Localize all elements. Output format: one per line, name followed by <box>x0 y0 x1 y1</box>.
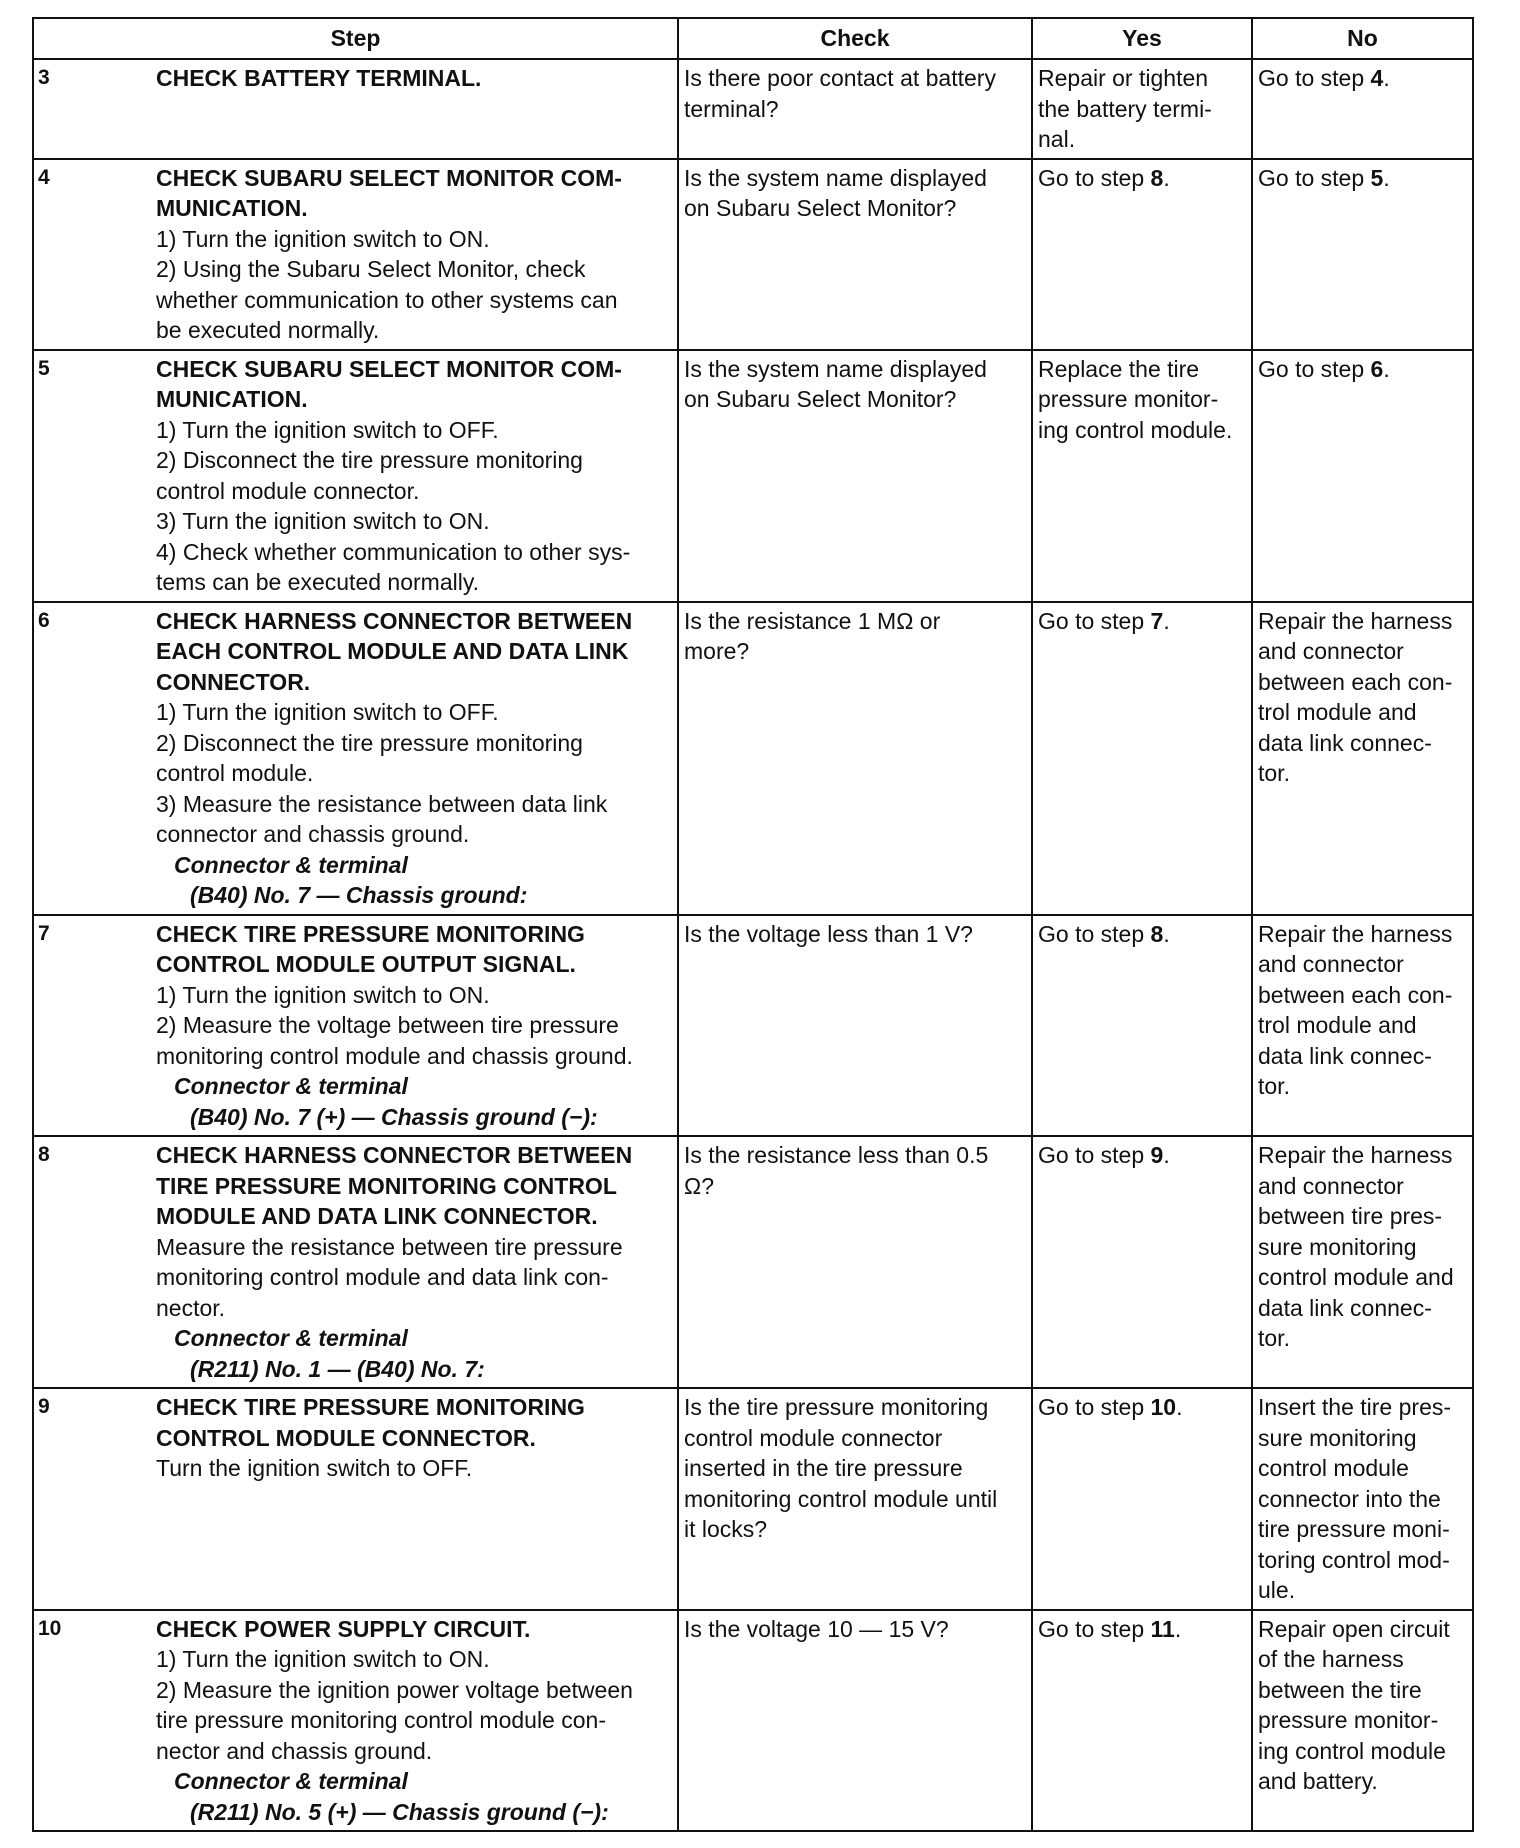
step-cell <box>33 915 678 1137</box>
yes-cell <box>1032 1610 1252 1832</box>
step-instruction-line: 1) Turn the ignition switch to OFF. <box>156 699 499 725</box>
no-cell <box>1252 1610 1473 1832</box>
no-cell <box>1252 59 1473 159</box>
step-cell <box>33 1136 678 1388</box>
yes-cell <box>1032 1136 1252 1388</box>
outcome-line: trol module and <box>1258 699 1417 725</box>
goto-prefix: Go to step <box>1038 1615 1151 1642</box>
check-cell <box>678 1610 1032 1832</box>
check-line: monitoring control module until <box>684 1485 998 1512</box>
goto-suffix: . <box>1176 1394 1183 1420</box>
step-instruction-line: 2) Measure the ignition power voltage between <box>156 1676 633 1703</box>
connector-spec-line: (R211) No. 5 (+) — Chassis ground (−): <box>190 1798 609 1825</box>
goto-prefix: Go to step <box>1038 607 1151 634</box>
no-cell <box>1252 602 1473 915</box>
table-row <box>33 1388 1473 1610</box>
header-check: Check <box>678 18 1032 59</box>
step-instruction-line: whether communication to other systems can <box>156 286 618 313</box>
outcome-line: sure monitoring <box>1258 1233 1417 1260</box>
outcome-line: tor. <box>1258 760 1290 786</box>
step-title-line: MUNICATION. <box>156 195 308 221</box>
outcome-line: tor. <box>1258 1325 1290 1351</box>
goto-prefix: Go to step <box>1038 920 1151 947</box>
outcome-line: pressure monitor- <box>1038 386 1219 412</box>
connector-spec-line: (R211) No. 1 — (B40) No. 7: <box>190 1355 485 1382</box>
goto-suffix: . <box>1383 65 1390 91</box>
step-instruction-line: Measure the resistance between tire pressure <box>156 1233 623 1260</box>
connector-spec-line: Connector & terminal <box>174 851 408 878</box>
outcome-line: Repair the harness <box>1258 920 1453 947</box>
goto-step-text <box>1038 919 1246 950</box>
outcome-line: and battery. <box>1258 1768 1378 1794</box>
outcome-line: and connector <box>1258 1172 1404 1199</box>
outcome-line: between the tire <box>1258 1676 1422 1703</box>
connector-spec-line: (B40) No. 7 (+) — Chassis ground (−): <box>190 1103 598 1130</box>
step-instruction-line: tems can be executed normally. <box>156 569 480 595</box>
check-line: Is the resistance 1 MΩ or <box>684 607 941 634</box>
goto-step-text <box>1258 354 1467 385</box>
check-line: Is the resistance less than 0.5 <box>684 1142 989 1168</box>
outcome-line: Repair the harness <box>1258 607 1453 634</box>
outcome-line: tor. <box>1258 1073 1290 1099</box>
step-number: 8 <box>38 1143 50 1166</box>
check-cell <box>678 159 1032 350</box>
step-title-line: CONTROL MODULE OUTPUT SIGNAL. <box>156 951 576 977</box>
step-instruction-line: 1) Turn the ignition switch to ON. <box>156 225 490 252</box>
outcome-line: of the harness <box>1258 1646 1404 1672</box>
header-no: No <box>1252 18 1473 59</box>
step-instruction-line: 3) Measure the resistance between data link <box>156 790 608 817</box>
yes-cell <box>1032 1388 1252 1610</box>
step-title-line: CONNECTOR. <box>156 668 311 695</box>
check-line: on Subaru Select Monitor? <box>684 386 957 412</box>
goto-step-text <box>1038 1392 1246 1423</box>
step-instruction-line: monitoring control module and chassis ground. <box>156 1042 633 1069</box>
outcome-line: trol module and <box>1258 1012 1417 1038</box>
step-cell <box>33 350 678 602</box>
check-line: more? <box>684 638 750 664</box>
goto-suffix: . <box>1174 1615 1182 1642</box>
header-step: Step <box>33 18 678 59</box>
outcome-line: sure monitoring <box>1258 1424 1417 1451</box>
step-title-line: EACH CONTROL MODULE AND DATA LINK <box>156 638 629 664</box>
outcome-line: ing control module <box>1258 1737 1446 1764</box>
outcome-line: Repair the harness <box>1258 1142 1453 1168</box>
outcome-line: Repair or tighten <box>1038 65 1209 91</box>
goto-step-number: 9 <box>1150 1142 1164 1168</box>
outcome-line: the battery termi- <box>1038 95 1212 122</box>
header-yes: Yes <box>1032 18 1252 59</box>
step-instruction-line: 1) Turn the ignition switch to ON. <box>156 1646 490 1672</box>
step-instruction-line: 2) Disconnect the tire pressure monitoring <box>156 729 583 756</box>
header-row <box>33 18 1473 59</box>
goto-suffix: . <box>1163 920 1170 947</box>
step-number: 6 <box>38 608 50 632</box>
outcome-line: ule. <box>1258 1577 1296 1603</box>
goto-step-text <box>1038 163 1246 194</box>
outcome-line: control module and <box>1258 1264 1454 1290</box>
goto-step-text <box>1038 606 1246 637</box>
outcome-line: nal. <box>1038 126 1076 152</box>
step-cell <box>33 59 678 159</box>
step-cell <box>33 159 678 350</box>
outcome-line: and connector <box>1258 638 1404 664</box>
goto-step-number: 11 <box>1150 1615 1175 1642</box>
table-row <box>33 59 1473 159</box>
goto-prefix: Go to step <box>1258 355 1371 382</box>
goto-step-number: 6 <box>1370 355 1384 382</box>
goto-step-text <box>1038 1140 1246 1171</box>
connector-spec-line: Connector & terminal <box>174 1768 408 1794</box>
diagnostic-table <box>32 17 1474 1832</box>
yes-cell <box>1032 602 1252 915</box>
table-row <box>33 1610 1473 1832</box>
step-instruction-line: control module. <box>156 760 314 786</box>
connector-spec-line: Connector & terminal <box>174 1325 408 1351</box>
step-cell <box>33 602 678 915</box>
goto-suffix: . <box>1383 355 1390 382</box>
outcome-line: and connector <box>1258 951 1404 977</box>
step-number: 7 <box>38 921 50 945</box>
step-number: 4 <box>38 165 50 189</box>
check-line: Is the system name displayed <box>684 355 987 382</box>
goto-prefix: Go to step <box>1038 1394 1151 1420</box>
step-instruction-line: be executed normally. <box>156 317 380 343</box>
goto-step-number: 8 <box>1150 164 1164 191</box>
step-title-line: CHECK TIRE PRESSURE MONITORING <box>156 1394 585 1420</box>
outcome-line: ing control module. <box>1038 416 1233 443</box>
goto-prefix: Go to step <box>1258 164 1371 191</box>
step-instruction-line: tire pressure monitoring control module con- <box>156 1707 606 1733</box>
no-cell <box>1252 159 1473 350</box>
goto-step-number: 5 <box>1370 164 1384 191</box>
table-row <box>33 159 1473 350</box>
goto-step-number: 8 <box>1150 920 1164 947</box>
goto-suffix: . <box>1163 164 1170 191</box>
check-line: control module connector <box>684 1424 943 1451</box>
goto-suffix: . <box>1163 1142 1170 1168</box>
step-instruction-line: 2) Measure the voltage between tire pressure <box>156 1012 619 1038</box>
outcome-line: between each con- <box>1258 981 1453 1008</box>
yes-cell <box>1032 159 1252 350</box>
outcome-line: data link connec- <box>1258 1042 1432 1069</box>
outcome-line: tire pressure moni- <box>1258 1516 1450 1542</box>
step-instruction-line: Turn the ignition switch to OFF. <box>156 1455 473 1481</box>
check-cell <box>678 1136 1032 1388</box>
check-line: Is the tire pressure monitoring <box>684 1394 989 1420</box>
step-instruction-line: 1) Turn the ignition switch to ON. <box>156 981 490 1008</box>
no-cell <box>1252 915 1473 1137</box>
outcome-line: between each con- <box>1258 668 1453 695</box>
goto-prefix: Go to step <box>1038 1142 1151 1168</box>
no-cell <box>1252 1388 1473 1610</box>
connector-spec-line: Connector & terminal <box>174 1073 408 1099</box>
check-line: Is there poor contact at battery <box>684 65 996 91</box>
outcome-line: data link connec- <box>1258 1294 1432 1321</box>
outcome-line: Insert the tire pres- <box>1258 1394 1452 1420</box>
outcome-line: Replace the tire <box>1038 355 1200 382</box>
step-instruction-line: control module connector. <box>156 477 420 504</box>
check-cell <box>678 915 1032 1137</box>
no-cell <box>1252 350 1473 602</box>
goto-step-number: 10 <box>1150 1394 1177 1420</box>
outcome-line: data link connec- <box>1258 729 1432 756</box>
step-title-line: CHECK SUBARU SELECT MONITOR COM- <box>156 355 622 382</box>
step-instruction-line: 3) Turn the ignition switch to ON. <box>156 508 490 534</box>
step-title-line: TIRE PRESSURE MONITORING CONTROL <box>156 1172 617 1199</box>
table-row <box>33 350 1473 602</box>
step-number: 9 <box>38 1395 50 1418</box>
check-line: Ω? <box>684 1172 714 1199</box>
step-title-line: MODULE AND DATA LINK CONNECTOR. <box>156 1203 598 1229</box>
goto-prefix: Go to step <box>1038 164 1151 191</box>
step-instruction-line: 2) Using the Subaru Select Monitor, check <box>156 256 586 282</box>
step-number: 10 <box>38 1616 62 1640</box>
check-cell <box>678 602 1032 915</box>
step-cell <box>33 1610 678 1832</box>
outcome-line: toring control mod- <box>1258 1546 1450 1573</box>
step-title-line: CONTROL MODULE CONNECTOR. <box>156 1424 536 1451</box>
table-row <box>33 602 1473 915</box>
step-title-line: CHECK HARNESS CONNECTOR BETWEEN <box>156 607 633 634</box>
step-title-line: CHECK HARNESS CONNECTOR BETWEEN <box>156 1142 633 1168</box>
outcome-line: pressure monitor- <box>1258 1707 1439 1733</box>
yes-cell <box>1032 350 1252 602</box>
step-instruction-line: 1) Turn the ignition switch to OFF. <box>156 416 499 443</box>
goto-step-number: 7 <box>1150 607 1164 634</box>
table-row <box>33 1136 1473 1388</box>
goto-step-text <box>1258 163 1467 194</box>
check-line: inserted in the tire pressure <box>684 1455 963 1481</box>
table-row <box>33 915 1473 1137</box>
goto-prefix: Go to step <box>1258 65 1371 91</box>
check-line: on Subaru Select Monitor? <box>684 195 957 221</box>
goto-step-text <box>1258 63 1467 94</box>
goto-step-text <box>1038 1614 1246 1645</box>
check-cell <box>678 1388 1032 1610</box>
step-title-line: CHECK BATTERY TERMINAL. <box>156 65 482 91</box>
check-line: Is the voltage 10 — 15 V? <box>684 1615 949 1642</box>
step-title-line: CHECK TIRE PRESSURE MONITORING <box>156 920 585 947</box>
step-instruction-line: 2) Disconnect the tire pressure monitoring <box>156 447 583 473</box>
check-line: it locks? <box>684 1516 768 1542</box>
step-title-line: CHECK POWER SUPPLY CIRCUIT. <box>156 1615 531 1642</box>
connector-spec-line: (B40) No. 7 — Chassis ground: <box>190 882 528 908</box>
no-cell <box>1252 1136 1473 1388</box>
outcome-line: Repair open circuit <box>1258 1615 1450 1642</box>
goto-suffix: . <box>1163 607 1170 634</box>
step-title-line: MUNICATION. <box>156 386 308 412</box>
outcome-line: connector into the <box>1258 1485 1441 1512</box>
outcome-line: control module <box>1258 1455 1409 1481</box>
check-cell <box>678 350 1032 602</box>
step-instruction-line: monitoring control module and data link con- <box>156 1264 609 1290</box>
yes-cell <box>1032 915 1252 1137</box>
outcome-line: between tire pres- <box>1258 1203 1443 1229</box>
check-line: Is the voltage less than 1 V? <box>684 920 973 947</box>
step-title-line: CHECK SUBARU SELECT MONITOR COM- <box>156 164 622 191</box>
step-instruction-line: connector and chassis ground. <box>156 821 470 847</box>
check-line: Is the system name displayed <box>684 164 987 191</box>
step-number: 3 <box>38 66 50 89</box>
goto-step-number: 4 <box>1370 65 1384 91</box>
step-instruction-line: nector. <box>156 1294 226 1321</box>
step-cell <box>33 1388 678 1610</box>
check-cell <box>678 59 1032 159</box>
goto-suffix: . <box>1383 164 1390 191</box>
step-instruction-line: nector and chassis ground. <box>156 1737 433 1764</box>
check-line: terminal? <box>684 95 779 122</box>
step-instruction-line: 4) Check whether communication to other sys- <box>156 538 631 565</box>
yes-cell <box>1032 59 1252 159</box>
step-number: 5 <box>38 356 50 380</box>
